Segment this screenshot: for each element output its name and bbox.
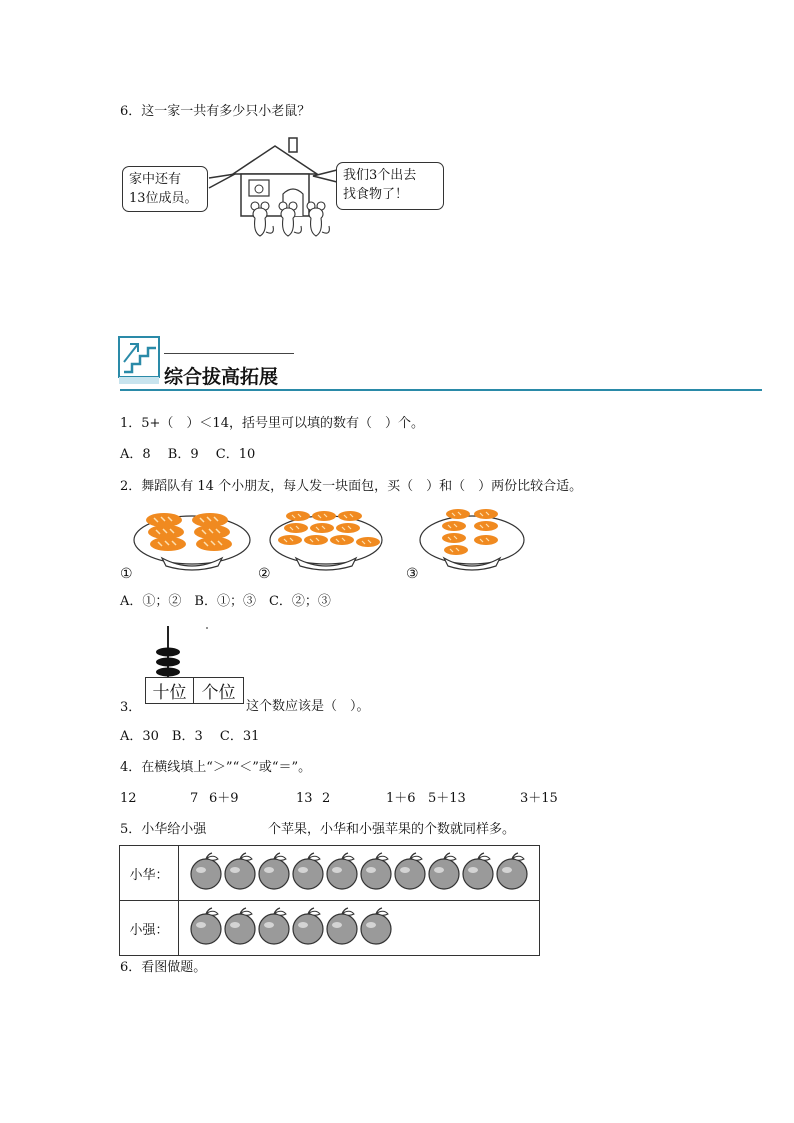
question-6-look: 6．看图做题。 xyxy=(120,960,207,975)
apple-table xyxy=(119,845,540,956)
right-bubble-tail xyxy=(313,170,337,182)
table-row xyxy=(120,846,540,901)
plate-label-1: ① xyxy=(120,566,133,582)
plate-label-2: ② xyxy=(258,566,271,582)
left-bubble-line-2: 13位成员。 xyxy=(129,191,198,206)
stairs-arrow-icon xyxy=(118,336,162,386)
question-2-options: A．①；② B．①；③ C．②；③ xyxy=(120,594,331,609)
right-bubble-line-2: 找食物了！ xyxy=(343,187,409,202)
row-name-xiaoqiang: 小强： xyxy=(120,901,179,956)
plate-2 xyxy=(270,511,382,570)
right-speech-bubble xyxy=(336,162,444,210)
compare-item-6: 1＋6 xyxy=(386,791,416,806)
plate-1 xyxy=(134,513,250,570)
apple-icon xyxy=(395,853,425,889)
compare-item-7: 5＋13 xyxy=(428,791,466,806)
apple-icon xyxy=(293,908,323,944)
right-bubble-line-1: 我们3个出去 xyxy=(343,168,417,183)
left-bubble-tail xyxy=(209,174,235,188)
compare-item-1: 12 xyxy=(120,791,137,806)
abacus-tens-label: 十位 xyxy=(145,677,194,704)
title-top-rule xyxy=(164,353,294,354)
table-row xyxy=(120,901,540,956)
compare-item-4: 13 xyxy=(296,791,313,806)
apples-xiaohua xyxy=(179,846,540,901)
apple-icon xyxy=(361,908,391,944)
question-5-start: 5．小华给小强 xyxy=(120,822,207,837)
compare-item-5: 2 xyxy=(322,791,331,806)
plate-label-3: ③ xyxy=(406,566,419,582)
section-underline xyxy=(120,389,762,391)
question-1-options: A．8 B．9 C．10 xyxy=(120,447,256,462)
apple-icon xyxy=(361,853,391,889)
compare-item-3: 6＋9 xyxy=(209,791,239,806)
apple-icon xyxy=(259,908,289,944)
apple-icon xyxy=(327,853,357,889)
left-bubble-line-1: 家中还有 xyxy=(129,172,182,187)
apple-icon xyxy=(429,853,459,889)
apple-icon xyxy=(327,908,357,944)
apple-icon xyxy=(463,853,493,889)
abacus-ones-label: 个位 xyxy=(193,677,244,704)
row-name-xiaohua: 小华： xyxy=(120,846,179,901)
apple-icon xyxy=(191,908,221,944)
question-3-options: A．30 B．3 C．31 xyxy=(120,729,260,744)
mouse-house-illustration xyxy=(205,136,345,242)
apple-icon xyxy=(497,853,527,889)
question-6-mice: 6．这一家一共有多少只小老鼠？ xyxy=(120,104,311,119)
question-3: 这个数应该是（ ）。 xyxy=(246,699,370,714)
apple-icon xyxy=(191,853,221,889)
apple-icon xyxy=(293,853,323,889)
plate-3 xyxy=(420,509,524,570)
section-title: 综合拔高拓展 xyxy=(164,366,279,388)
house-roof xyxy=(233,146,317,174)
left-speech-bubble xyxy=(122,166,208,212)
question-2: 2．舞蹈队有 14 个小朋友，每人发一块面包，买（ ）和（ ）两份比较合适。 xyxy=(120,479,583,494)
bread-plates-figure xyxy=(118,500,538,584)
apple-icon xyxy=(225,908,255,944)
three-mice xyxy=(251,202,329,236)
abacus-rods xyxy=(150,624,210,680)
question-1: 1．5+（ ）＜14，括号里可以填的数有（ ）个。 xyxy=(120,416,424,431)
question-5-end: 个苹果，小华和小强苹果的个数就同样多。 xyxy=(268,822,516,837)
apple-icon xyxy=(225,853,255,889)
compare-item-2: 7 xyxy=(190,791,199,806)
compare-item-8: 3＋15 xyxy=(520,791,558,806)
question-3-number: 3． xyxy=(120,700,142,715)
question-4: 4．在横线填上“＞”“＜”或“＝”。 xyxy=(120,760,312,775)
apples-xiaoqiang xyxy=(179,901,540,956)
apple-icon xyxy=(259,853,289,889)
